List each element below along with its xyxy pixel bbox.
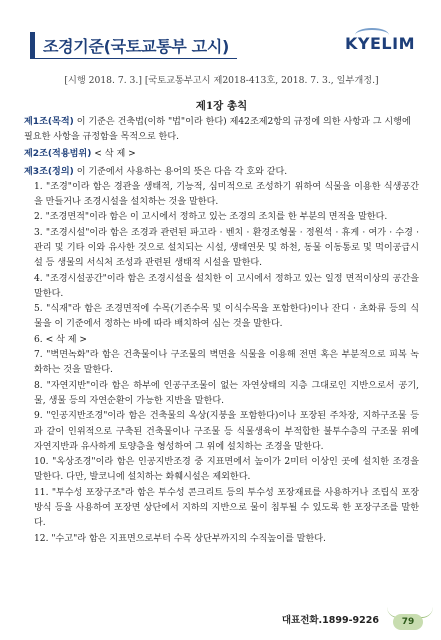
definition-item: 8. "자연지반"이라 함은 하부에 인공구조물이 없는 자연상태의 지층 그대로인 지반으로서 공기, 물, 생물 등의 자연순환이 가능한 지반을 말한다. xyxy=(34,380,419,406)
article-2-text: < 삭 제 > xyxy=(94,149,136,160)
article-3-text: 이 기준에서 사용하는 용어의 뜻은 다음 각 호와 같다. xyxy=(76,166,288,177)
document-title: 조경기준(국토교통부 고시) xyxy=(43,37,230,56)
definition-item: 10. "옥상조경"이라 함은 인공지반조경 중 지표면에서 높이가 2미터 이상인 곳에 설치한 조경을 말한다. 다만, 발코니에 설치하는 화훼시설은 제외한다. xyxy=(34,457,419,483)
definition-item: 3. "조경시설"이라 함은 조경과 관련된 파고라 · 벤치 · 환경조형물 · 정원석 · 휴게 · 여가 · 수경 · 관리 및 기타 이와 유사한 것으로 설치되는 시설, 생태연못 및 하천, 동물 이동통로 및 먹이공급시설 등 생물의 서식처 조성과 관련된 생태적 시설을 말한다. xyxy=(34,227,419,269)
definition-item: 5. "식재"라 함은 조경면적에 수목(기존수목 및 이식수목을 포함한다)이나 잔디 · 초화류 등의 식물을 이 기준에서 정하는 바에 따라 배치하여 심는 것을 말한다. xyxy=(34,304,419,330)
definition-item: 6. < 삭 제 > xyxy=(34,334,88,345)
article-3-heading: 제3조(정의) xyxy=(24,166,74,177)
definition-item: 1. "조경"이라 함은 경관을 생태적, 기능적, 심미적으로 조성하기 위하여 식물을 이용한 식생공간을 만들거나 조경시설을 설치하는 것을 말한다. xyxy=(34,181,419,208)
title-box xyxy=(30,32,237,59)
chapter-heading: 제1장 총칙 xyxy=(195,100,248,112)
page-number: 79 xyxy=(393,614,423,630)
article-2-heading: 제2조(적용범위) xyxy=(24,149,92,160)
definition-item: 7. "벽면녹화"라 함은 건축물이나 구조물의 벽면을 식물을 이용해 전면 혹은 부분적으로 피복 녹화하는 것을 말한다. xyxy=(34,350,419,376)
definition-item: 12. "수고"라 함은 지표면으로부터 수목 상단부까지의 수직높이를 말한다. xyxy=(34,533,326,544)
article-1-heading: 제1조(목적) xyxy=(24,117,74,127)
document-body xyxy=(24,68,419,547)
amendment-note: [시행 2018. 7. 3.] [국토교통부고시 제2018-413호, 2018. 7. 3., 일부개정.] xyxy=(64,75,379,86)
article-3 xyxy=(24,165,419,180)
logo-text: KYELIM xyxy=(345,34,415,53)
definition-item: 9. "인공지반조경"이라 함은 건축물의 옥상(지붕을 포함한다)이나 포장된 주차장, 지하구조물 등과 같이 인위적으로 구축된 건축물이나 구조물 등 식물생육이 부적합한 불투수층의 구조물 위에 자연지반과 유사하게 토양층을 형성하여 그 위에 설치하는 조경을 말한다. xyxy=(34,411,419,452)
phone-number: 대표전화.1899-9226 xyxy=(281,615,379,626)
article-2 xyxy=(24,147,419,162)
kyelim-logo xyxy=(345,34,415,53)
definition-item: 2. "조경면적"이라 함은 이 고시에서 정하고 있는 조경의 조치를 한 부분의 면적을 말한다. xyxy=(34,212,388,223)
article-1 xyxy=(24,115,419,145)
logo-arc-icon xyxy=(355,28,389,42)
article-1-text: 이 기준은 건축법(이하 "법"이라 한다) 제42조제2항의 규정에 의한 사항과 그 시행에 필요한 사항을 규정함을 목적으로 한다. xyxy=(24,117,411,143)
page-footer xyxy=(0,600,441,640)
page-header xyxy=(0,0,441,62)
definition-item: 4. "조경시설공간"이라 함은 조경시설을 설치한 이 고시에서 정하고 있는 일정 면적이상의 공간을 말한다. xyxy=(34,273,419,299)
definition-item: 11. "투수성 포장구조"라 함은 투수성 콘크리트 등의 투수성 포장재료를 사용하거나 조립식 포장방식 등을 사용하여 포장면 상단에서 지하의 지반으로 물이 침투될 수 있도록 한 포장구조를 말한다. xyxy=(34,487,419,529)
